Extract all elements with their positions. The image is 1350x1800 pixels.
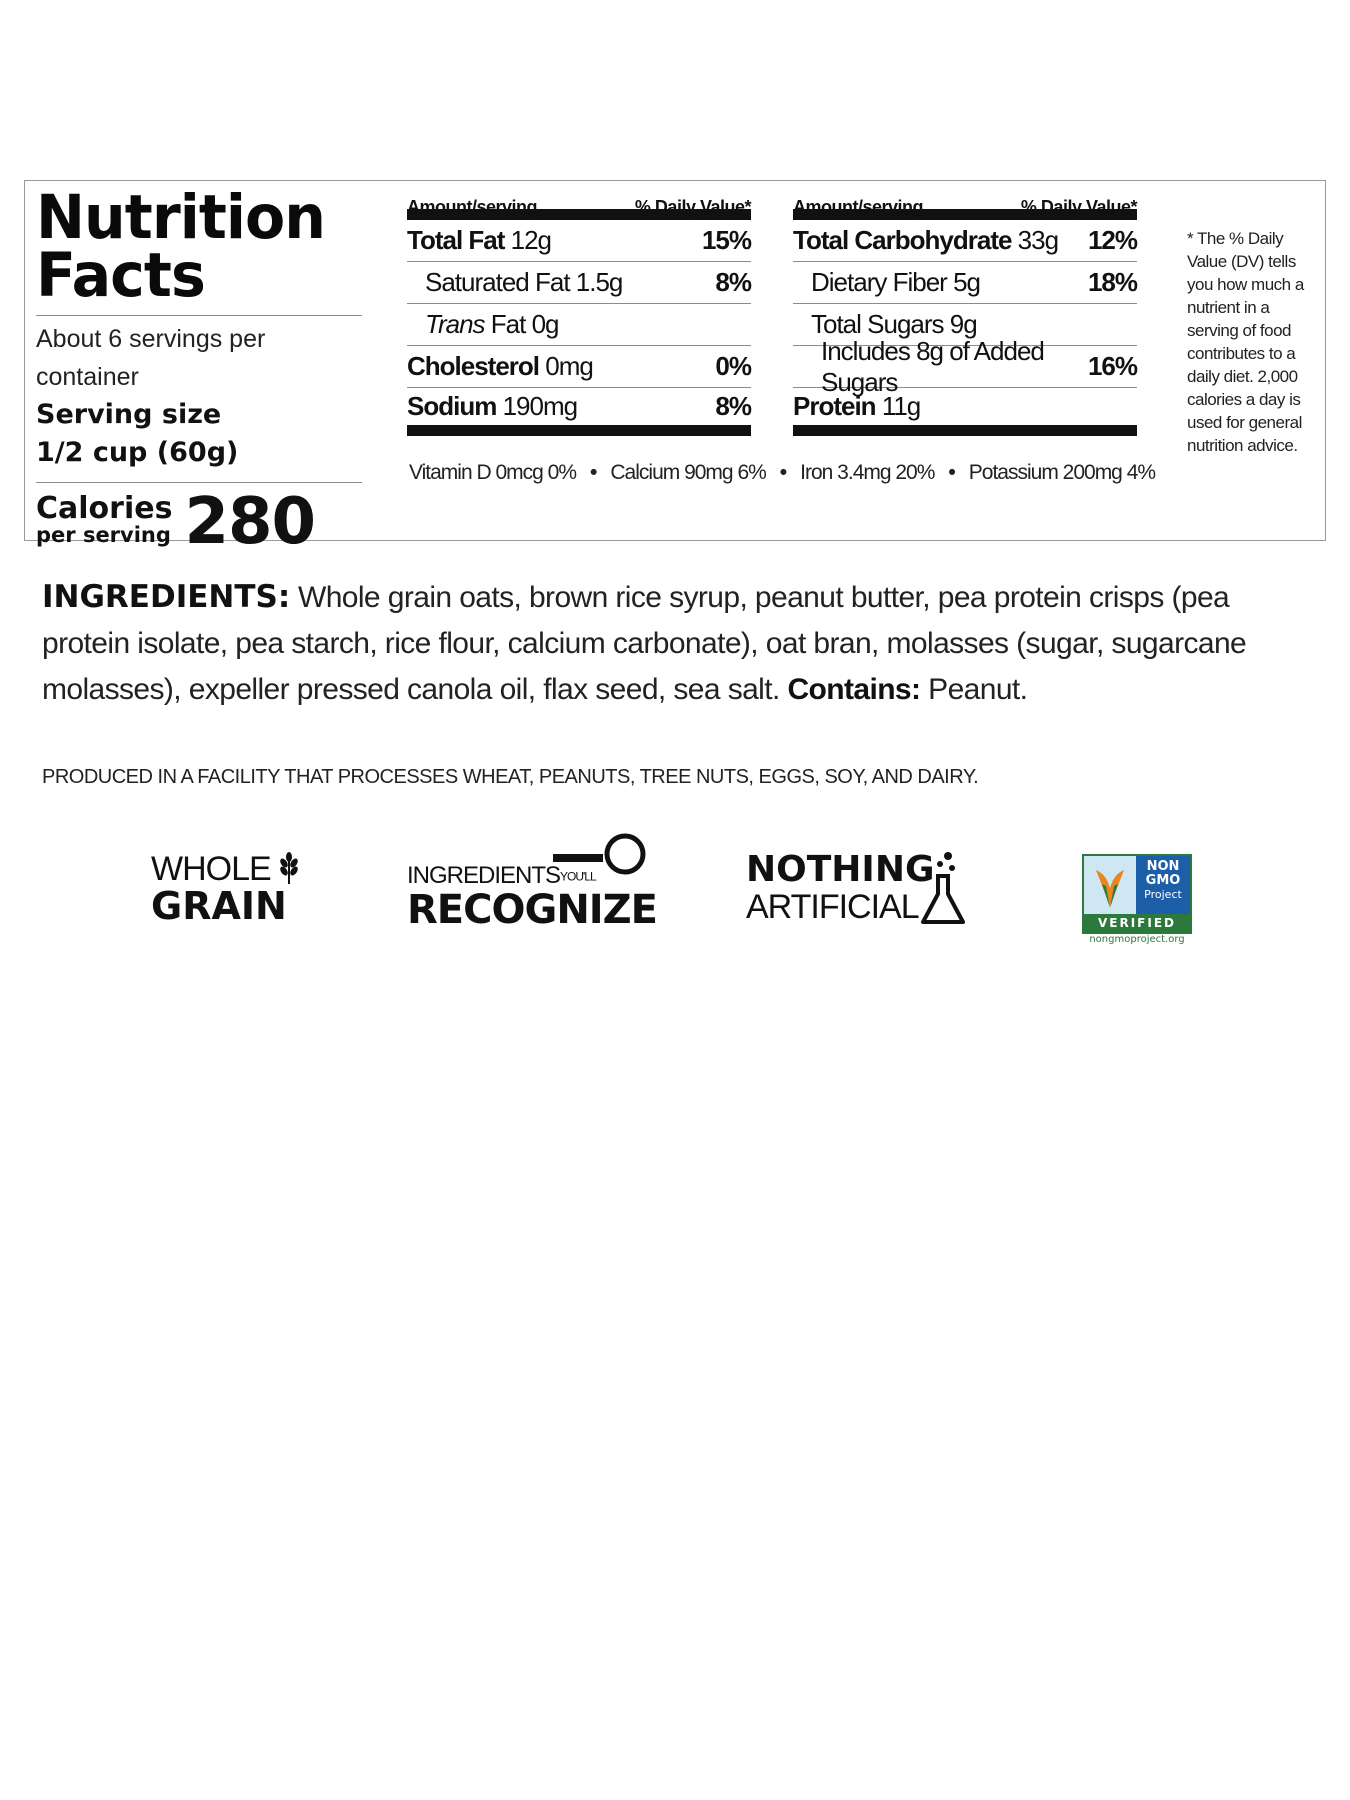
nutrient-table-right	[793, 195, 1137, 436]
calories-sub-label: per serving	[36, 523, 171, 547]
nutrient-amount: 33g	[1017, 225, 1059, 255]
nutrient-dv: 0%	[715, 351, 751, 381]
nutrient-name: Sodium	[407, 391, 497, 421]
nutrient-name: Includes 8g of Added Sugars	[821, 335, 1044, 397]
nutrient-amount: 0g	[531, 309, 559, 339]
nutrition-title-line1: Nutrition	[36, 182, 326, 253]
separator-dot: •	[779, 461, 787, 484]
ingredients-section	[42, 574, 1312, 713]
separator-dot: •	[590, 461, 597, 484]
potassium: Potassium 200mg 4%	[968, 461, 1156, 484]
calories-row	[36, 483, 362, 561]
nutrient-name: Cholesterol	[407, 351, 540, 381]
divider	[36, 315, 362, 316]
serving-size-value: 1/2 cup (60g)	[36, 437, 239, 468]
nutrient-dv: 18%	[1087, 267, 1137, 297]
header-amount: Amount/serving	[407, 197, 538, 217]
magnifier-icon	[553, 832, 653, 882]
table-row	[407, 304, 751, 346]
gmo-verified: VERIFIED	[1082, 914, 1192, 932]
nutrient-name: Protein	[793, 391, 876, 421]
gmo-project: Project	[1144, 888, 1182, 901]
header-daily-value: % Daily Value*	[634, 197, 751, 217]
table-row	[793, 335, 1137, 397]
table-header	[407, 195, 751, 220]
header-amount: Amount/serving	[793, 197, 924, 217]
nutrient-name: Trans	[425, 309, 485, 339]
vitamins-line	[409, 461, 1156, 485]
nutrient-amount: 1.5g	[575, 267, 623, 297]
table-row	[407, 262, 751, 304]
separator-dot: •	[948, 461, 955, 484]
nutrient-amount: 12g	[510, 225, 552, 255]
table-row	[407, 388, 751, 436]
ingredients-heading: INGREDIENTS:	[42, 579, 291, 615]
daily-value-footnote: * The % Daily Value (DV) tells you how much a nutrient in a serving of food contributes to a daily diet. 2,000 calories a day is used for general nutrition advice.	[1187, 229, 1304, 455]
non-gmo-badge	[1082, 854, 1192, 945]
nutrient-name-rest: Fat	[490, 309, 526, 339]
table-row	[793, 262, 1137, 304]
contains-label: Contains:	[787, 673, 921, 706]
nothing-artificial-line2: ARTIFICIAL	[746, 888, 919, 926]
header-daily-value: % Daily Value*	[1020, 197, 1137, 217]
table-row	[793, 220, 1137, 262]
nutrient-name: Total Fat	[407, 225, 505, 255]
nutrition-facts-panel	[24, 180, 1326, 559]
servings-per-container: About 6 servings per container	[36, 325, 266, 391]
whole-grain-line1: WHOLE	[151, 850, 271, 888]
nutrient-dv: 16%	[1087, 351, 1137, 381]
whole-grain-badge	[151, 852, 299, 926]
ingredients-badge-line1: INGREDIENTS	[407, 862, 561, 889]
nutrient-amount: 5g	[953, 267, 980, 297]
calories-label-block	[36, 491, 173, 548]
nutrient-dv: 12%	[1087, 225, 1137, 255]
facility-statement: PRODUCED IN A FACILITY THAT PROCESSES WHEAT, PEANUTS, TREE NUTS, EGGS, SOY, AND DAIRY.	[42, 766, 979, 788]
nutrient-dv: 8%	[715, 267, 751, 297]
contains-value: Peanut.	[928, 673, 1028, 706]
nothing-artificial-badge	[746, 849, 935, 926]
vitamin-d: Vitamin D 0mcg 0%	[409, 461, 577, 484]
nutrient-dv: 8%	[715, 391, 751, 421]
ingredients-badge-line2: RECOGNIZE	[407, 887, 658, 933]
gmo-gmo: GMO	[1145, 873, 1181, 888]
nutrition-left-column	[36, 182, 362, 561]
nutrient-amount: 9g	[949, 309, 977, 339]
ingredients-text: Whole grain oats, brown rice syrup, peanut butter, pea protein crisps (pea protein isolate, pea starch, rice flour, calcium carbonate), oat bran, molasses (sugar, sugarcane molasses), expeller pressed canola oil, flax seed, sea salt.	[42, 581, 1247, 706]
flask-icon	[918, 850, 968, 926]
gmo-url: nongmoproject.org	[1089, 934, 1185, 945]
ingredients-badge-youll: YOU'LL	[560, 869, 596, 884]
ingredients-recognize-badge	[407, 832, 658, 933]
nutrition-title-line2: Facts	[36, 240, 205, 311]
nutrient-name: Total Carbohydrate	[793, 225, 1012, 255]
calcium: Calcium 90mg 6%	[610, 461, 766, 484]
nutrient-amount: 0mg	[545, 351, 593, 381]
gmo-non: NON	[1146, 859, 1180, 874]
calories-value: 280	[184, 485, 316, 559]
table-row	[407, 346, 751, 388]
badges-row	[0, 832, 1350, 952]
nothing-artificial-line1: NOTHING	[746, 849, 935, 890]
nutrient-name: Dietary Fiber	[811, 267, 947, 297]
table-header	[793, 195, 1137, 220]
nutrient-name: Saturated Fat	[425, 267, 570, 297]
table-row	[407, 220, 751, 262]
whole-grain-line2: GRAIN	[151, 884, 287, 928]
nutrient-amount: 190mg	[502, 391, 578, 421]
nutrient-dv: 15%	[701, 225, 751, 255]
wheat-icon	[279, 852, 299, 884]
iron: Iron 3.4mg 20%	[800, 461, 935, 484]
nutrient-amount: 11g	[881, 391, 921, 421]
serving-size-label: Serving size	[36, 399, 222, 430]
nutrient-name: Total Sugars	[811, 309, 944, 339]
calories-label: Calories	[36, 491, 173, 526]
nutrient-table-left	[407, 195, 751, 436]
